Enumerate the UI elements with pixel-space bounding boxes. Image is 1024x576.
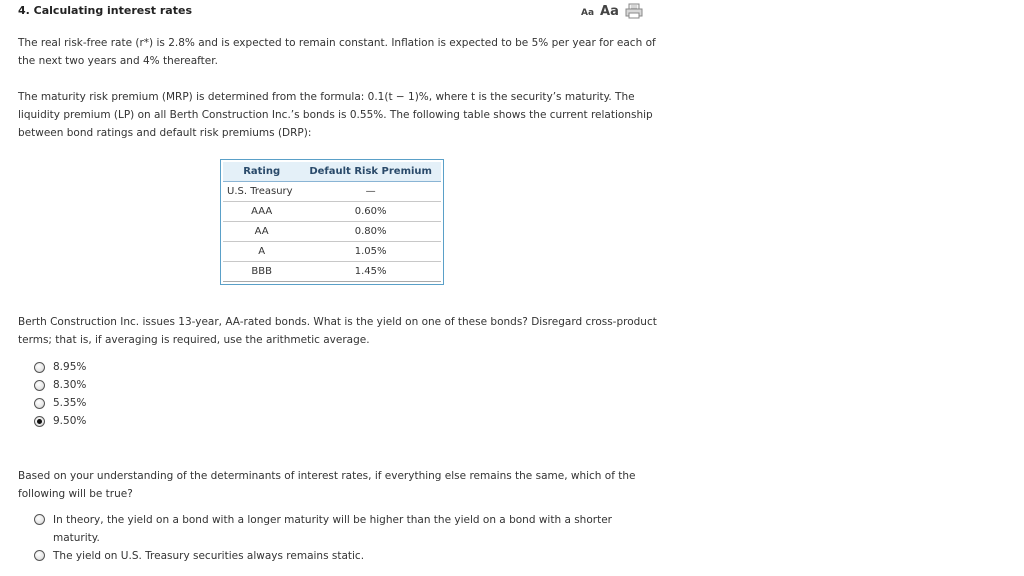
font-size-large-button[interactable]: Aa	[600, 4, 619, 19]
rating-column-header: Rating	[223, 162, 300, 182]
drp-cell: 0.60%	[300, 202, 441, 222]
question-2-text: Based on your understanding of the determinants of interest rates, if everything else remains the same, which of the following will be true?	[18, 470, 636, 500]
table-row	[223, 262, 441, 282]
answer-option-label: 5.35%	[53, 397, 87, 409]
radio-button[interactable]	[34, 398, 45, 409]
answer-option-label: 9.50%	[53, 415, 87, 427]
drp-cell: 1.05%	[300, 242, 441, 262]
table-row	[223, 242, 441, 262]
rating-cell: BBB	[223, 262, 300, 282]
font-size-small-button[interactable]: Aa	[581, 8, 595, 18]
intro-paragraph-rates: The real risk-free rate (r*) is 2.8% and is expected to remain constant. Inflation is expected to be 5% per year for each of the next two years and 4% thereafter.	[18, 37, 656, 67]
question-2-options	[34, 511, 644, 565]
answer-option-2[interactable]	[34, 376, 86, 394]
drp-table	[220, 159, 444, 285]
radio-button[interactable]	[34, 362, 45, 373]
statement-option-label: In theory, the yield on a bond with a longer maturity will be higher than the yield on a bond with a shorter maturity.	[53, 514, 612, 544]
table-row	[223, 222, 441, 242]
print-icon[interactable]	[625, 3, 643, 19]
table-row	[223, 202, 441, 222]
statement-option-label: The yield on U.S. Treasury securities always remains static.	[53, 550, 365, 562]
answer-option-1[interactable]	[34, 358, 86, 376]
answer-option-label: 8.95%	[53, 361, 87, 373]
rating-cell: AAA	[223, 202, 300, 222]
intro-paragraph-premiums: The maturity risk premium (MRP) is determined from the formula: 0.1(t − 1)%, where t is the security’s maturity. The liquidity premium (LP) on all Berth Construction Inc.’s bonds is 0.55%. The following table shows the current relationship between bond ratings and default risk premiums (DRP):	[18, 91, 653, 139]
page-title: 4. Calculating interest rates	[18, 4, 192, 17]
radio-button[interactable]	[34, 380, 45, 391]
toolbar	[581, 3, 643, 19]
answer-option-4[interactable]	[34, 412, 86, 430]
rating-cell: AA	[223, 222, 300, 242]
answer-option-label: 8.30%	[53, 379, 87, 391]
drp-column-header: Default Risk Premium	[300, 162, 441, 182]
drp-cell: —	[300, 182, 441, 202]
rating-cell: A	[223, 242, 300, 262]
radio-button[interactable]	[34, 550, 45, 561]
question-1-options	[34, 358, 86, 430]
statement-option-1[interactable]	[34, 511, 644, 547]
question-1-text: Berth Construction Inc. issues 13-year, AA-rated bonds. What is the yield on one of these bonds? Disregard cross-product terms; that is, if averaging is required, use the arithmetic average.	[18, 316, 657, 346]
answer-option-3[interactable]	[34, 394, 86, 412]
table-header-row	[223, 162, 441, 182]
drp-cell: 1.45%	[300, 262, 441, 282]
statement-option-2[interactable]	[34, 547, 644, 565]
table-row	[223, 182, 441, 202]
rating-cell: U.S. Treasury	[223, 182, 300, 202]
radio-button-selected[interactable]	[34, 416, 45, 427]
radio-button[interactable]	[34, 514, 45, 525]
drp-cell: 0.80%	[300, 222, 441, 242]
